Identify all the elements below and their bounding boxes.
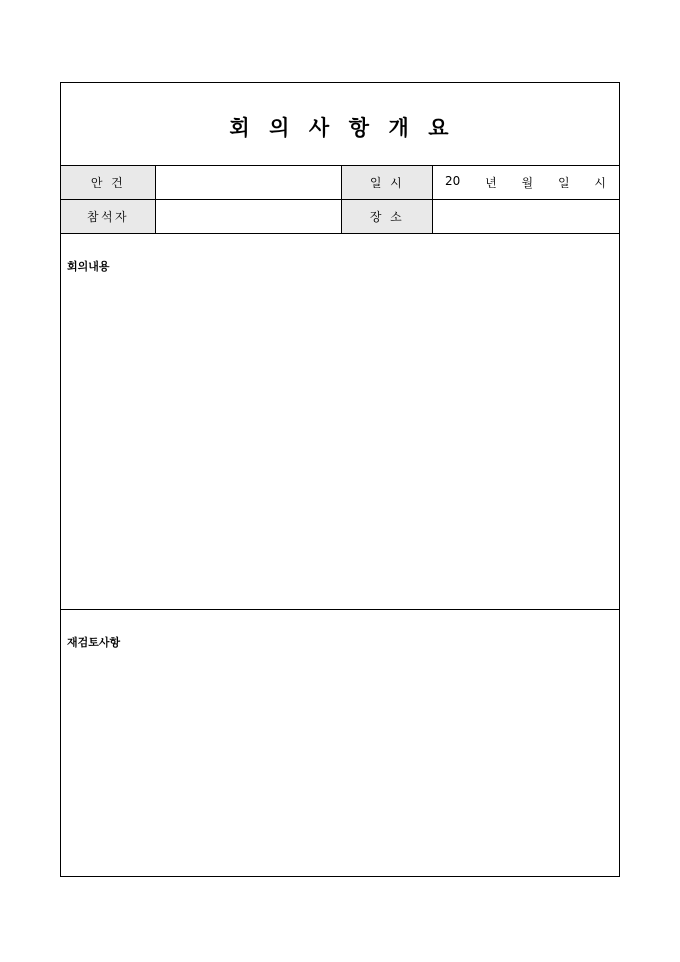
review-items-section[interactable]: [61, 610, 619, 876]
review-items-heading: 재검토사항: [67, 636, 121, 649]
date-year-unit: 년: [485, 176, 497, 190]
date-year-prefix: 20: [445, 174, 461, 188]
agenda-label: 안 건: [61, 166, 156, 199]
datetime-field[interactable]: [433, 166, 620, 199]
date-hour-unit: 시: [594, 176, 606, 190]
attendees-field[interactable]: [156, 200, 342, 233]
meeting-content-section[interactable]: [61, 234, 619, 610]
place-field[interactable]: [433, 200, 620, 233]
date-month-unit: 월: [521, 176, 534, 190]
date-day-unit: 일: [557, 176, 570, 190]
attendees-label: 참석자: [61, 200, 156, 233]
date-parts: [433, 174, 620, 191]
datetime-label: 일 시: [342, 166, 433, 199]
place-label: 장 소: [342, 200, 433, 233]
title-row: [61, 83, 619, 166]
meeting-minutes-form: [60, 82, 620, 877]
meeting-content-heading: 회의내용: [67, 260, 110, 273]
agenda-field[interactable]: [156, 166, 342, 199]
attendees-place-row: [61, 200, 619, 234]
agenda-datetime-row: [61, 166, 619, 200]
form-title: 회 의 사 항 개 요: [229, 115, 451, 140]
